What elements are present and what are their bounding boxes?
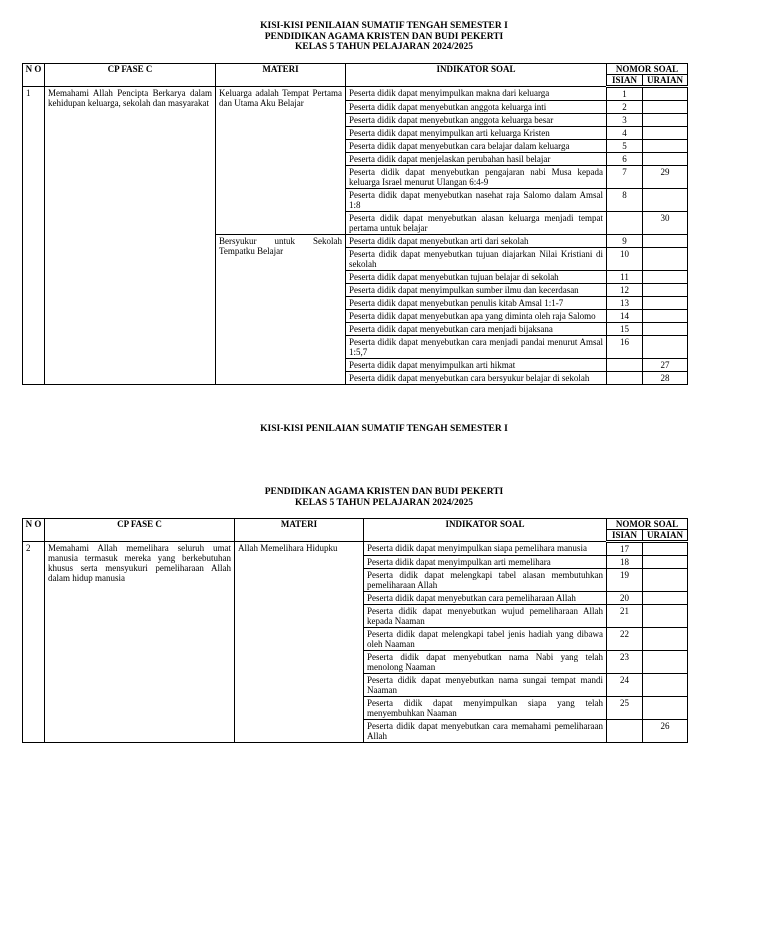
- isian-cell: 22: [607, 628, 643, 651]
- isian-cell: 4: [607, 127, 643, 140]
- isian-cell: 6: [607, 153, 643, 166]
- isian-cell: 10: [607, 248, 643, 271]
- uraian-cell: [643, 569, 688, 592]
- col-nomor-soal-header: NOMOR SOAL: [607, 519, 688, 530]
- uraian-cell: [643, 140, 688, 153]
- indikator-cell: Peserta didik dapat menyebutkan wujud pemeliharaan Allah kepada Naaman: [364, 605, 607, 628]
- isian-cell: 9: [607, 235, 643, 248]
- table-row: [23, 542, 688, 556]
- table-2-body: [23, 542, 688, 743]
- isian-cell: [607, 720, 643, 743]
- isian-cell: 25: [607, 697, 643, 720]
- uraian-cell: [643, 592, 688, 605]
- isian-cell: [607, 212, 643, 235]
- isian-cell: 20: [607, 592, 643, 605]
- uraian-cell: [643, 336, 688, 359]
- col-materi-header: MATERI: [216, 64, 346, 87]
- uraian-cell: [643, 556, 688, 569]
- indikator-cell: Peserta didik dapat menyimpulkan siapa pemelihara manusia: [364, 542, 607, 556]
- indikator-cell: Peserta didik dapat menyebutkan nama Nabi yang telah menolong Naaman: [364, 651, 607, 674]
- uraian-cell: [643, 235, 688, 248]
- col-cp-header: CP FASE C: [45, 64, 216, 87]
- uraian-cell: [643, 87, 688, 101]
- uraian-cell: [643, 697, 688, 720]
- uraian-cell: [643, 651, 688, 674]
- uraian-cell: [643, 310, 688, 323]
- indikator-cell: Peserta didik dapat melengkapi tabel alasan membutuhkan pemeliharaan Allah: [364, 569, 607, 592]
- indikator-cell: Peserta didik dapat menyebutkan cara pemeliharaan Allah: [364, 592, 607, 605]
- row-number: 1: [23, 87, 45, 385]
- col-uraian-header: URAIAN: [643, 75, 688, 87]
- isian-cell: 24: [607, 674, 643, 697]
- isian-cell: 8: [607, 189, 643, 212]
- table-row: [23, 87, 688, 101]
- uraian-cell: [643, 628, 688, 651]
- indikator-cell: Peserta didik dapat menyebutkan anggota keluarga inti: [346, 101, 607, 114]
- indikator-cell: Peserta didik dapat menyebutkan tujuan diajarkan Nilai Kristiani di sekolah: [346, 248, 607, 271]
- table-1-body: [23, 87, 688, 385]
- isian-cell: 3: [607, 114, 643, 127]
- indikator-cell: Peserta didik dapat menyebutkan cara memahami pemeliharaan Allah: [364, 720, 607, 743]
- uraian-cell: [643, 153, 688, 166]
- uraian-cell: 29: [643, 166, 688, 189]
- col-indikator-header: INDIKATOR SOAL: [364, 519, 607, 542]
- col-cp-header: CP FASE C: [45, 519, 235, 542]
- grid-table-1: [22, 63, 688, 385]
- uraian-cell: [643, 297, 688, 310]
- col-no-header: N O: [23, 64, 45, 87]
- indikator-cell: Peserta didik dapat menyimpulkan arti keluarga Kristen: [346, 127, 607, 140]
- uraian-cell: [643, 605, 688, 628]
- materi-cell: Bersyukur untuk Sekolah Tempatku Belajar: [216, 235, 346, 385]
- uraian-cell: [643, 674, 688, 697]
- section1-class-year: KELAS 5 TAHUN PELAJARAN 2024/2025: [294, 42, 474, 52]
- uraian-cell: [643, 284, 688, 297]
- row-number: 2: [23, 542, 45, 743]
- uraian-cell: 27: [643, 359, 688, 372]
- indikator-cell: Peserta didik dapat menyebutkan penulis kitab Amsal 1:1-7: [346, 297, 607, 310]
- isian-cell: 12: [607, 284, 643, 297]
- uraian-cell: 30: [643, 212, 688, 235]
- indikator-cell: Peserta didik dapat menyebutkan apa yang diminta oleh raja Salomo: [346, 310, 607, 323]
- isian-cell: 14: [607, 310, 643, 323]
- col-nomor-soal-header: NOMOR SOAL: [607, 64, 688, 75]
- indikator-cell: Peserta didik dapat menyebutkan cara belajar dalam keluarga: [346, 140, 607, 153]
- isian-cell: 23: [607, 651, 643, 674]
- cp-cell: Memahami Allah Pencipta Berkarya dalam kehidupan keluarga, sekolah dan masyarakat: [45, 87, 216, 385]
- uraian-cell: [643, 189, 688, 212]
- section1-subject: PENDIDIKAN AGAMA KRISTEN DAN BUDI PEKERTI: [264, 31, 504, 42]
- indikator-cell: Peserta didik dapat melengkapi tabel jenis hadiah yang dibawa oleh Naaman: [364, 628, 607, 651]
- uraian-cell: [643, 101, 688, 114]
- materi-cell: Keluarga adalah Tempat Pertama dan Utama Aku Belajar: [216, 87, 346, 235]
- indikator-cell: Peserta didik dapat menyebutkan pengajaran nabi Musa kepada keluarga Israel menurut Ulangan 6:4-9: [346, 166, 607, 189]
- isian-cell: 15: [607, 323, 643, 336]
- section2-repeated-title: [0, 424, 768, 435]
- indikator-cell: Peserta didik dapat menyebutkan cara menjadi bijaksana: [346, 323, 607, 336]
- indikator-cell: Peserta didik dapat menyebutkan cara bersyukur belajar di sekolah: [346, 372, 607, 385]
- isian-cell: 18: [607, 556, 643, 569]
- isian-cell: 17: [607, 542, 643, 556]
- isian-cell: 2: [607, 101, 643, 114]
- isian-cell: 13: [607, 297, 643, 310]
- uraian-cell: [643, 114, 688, 127]
- indikator-cell: Peserta didik dapat menyimpulkan sumber ilmu dan kecerdasan: [346, 284, 607, 297]
- indikator-cell: Peserta didik dapat menjelaskan perubahan hasil belajar: [346, 153, 607, 166]
- indikator-cell: Peserta didik dapat menyebutkan anggota keluarga besar: [346, 114, 607, 127]
- indikator-cell: Peserta didik dapat menyebutkan nama sungai tempat mandi Naaman: [364, 674, 607, 697]
- cp-cell: Memahami Allah memelihara seluruh umat manusia termasuk mereka yang berkebutuhan khusus serta mensyukuri pemeliharaan Allah dalam hidup manusia: [45, 542, 235, 743]
- col-uraian-header: URAIAN: [643, 530, 688, 542]
- uraian-cell: 28: [643, 372, 688, 385]
- isian-cell: [607, 372, 643, 385]
- isian-cell: 16: [607, 336, 643, 359]
- indikator-cell: Peserta didik dapat menyebutkan alasan keluarga menjadi tempat pertama untuk belajar: [346, 212, 607, 235]
- isian-cell: 7: [607, 166, 643, 189]
- isian-cell: 21: [607, 605, 643, 628]
- isian-cell: 5: [607, 140, 643, 153]
- col-isian-header: ISIAN: [607, 75, 643, 87]
- isian-cell: 11: [607, 271, 643, 284]
- section2-heading: [0, 487, 768, 508]
- uraian-cell: [643, 127, 688, 140]
- uraian-cell: [643, 542, 688, 556]
- section2-class-year: KELAS 5 TAHUN PELAJARAN 2024/2025: [294, 497, 474, 508]
- indikator-cell: Peserta didik dapat menyebutkan arti dari sekolah: [346, 235, 607, 248]
- indikator-cell: Peserta didik dapat menyebutkan tujuan belajar di sekolah: [346, 271, 607, 284]
- section1-title: KISI-KISI PENILAIAN SUMATIF TENGAH SEMESTER I: [260, 21, 508, 31]
- isian-cell: 19: [607, 569, 643, 592]
- col-materi-header: MATERI: [235, 519, 364, 542]
- isian-cell: 1: [607, 87, 643, 101]
- section2-title: KISI-KISI PENILAIAN SUMATIF TENGAH SEMESTER I: [260, 424, 508, 434]
- col-indikator-header: INDIKATOR SOAL: [346, 64, 607, 87]
- indikator-cell: Peserta didik dapat menyimpulkan siapa yang telah menyembuhkan Naaman: [364, 697, 607, 720]
- uraian-cell: 26: [643, 720, 688, 743]
- uraian-cell: [643, 248, 688, 271]
- grid-table-2: [22, 518, 688, 743]
- uraian-cell: [643, 323, 688, 336]
- section2-subject: PENDIDIKAN AGAMA KRISTEN DAN BUDI PEKERTI: [264, 487, 504, 497]
- indikator-cell: Peserta didik dapat menyebutkan nasehat raja Salomo dalam Amsal 1:8: [346, 189, 607, 212]
- col-isian-header: ISIAN: [607, 530, 643, 542]
- indikator-cell: Peserta didik dapat menyimpulkan makna dari keluarga: [346, 87, 607, 101]
- section1-heading: [0, 21, 768, 53]
- indikator-cell: Peserta didik dapat menyebutkan cara menjadi pandai menurut Amsal 1:5,7: [346, 336, 607, 359]
- col-no-header: N O: [23, 519, 45, 542]
- isian-cell: [607, 359, 643, 372]
- indikator-cell: Peserta didik dapat menyimpulkan arti memelihara: [364, 556, 607, 569]
- materi-cell: Allah Memelihara Hidupku: [235, 542, 364, 743]
- indikator-cell: Peserta didik dapat menyimpulkan arti hikmat: [346, 359, 607, 372]
- uraian-cell: [643, 271, 688, 284]
